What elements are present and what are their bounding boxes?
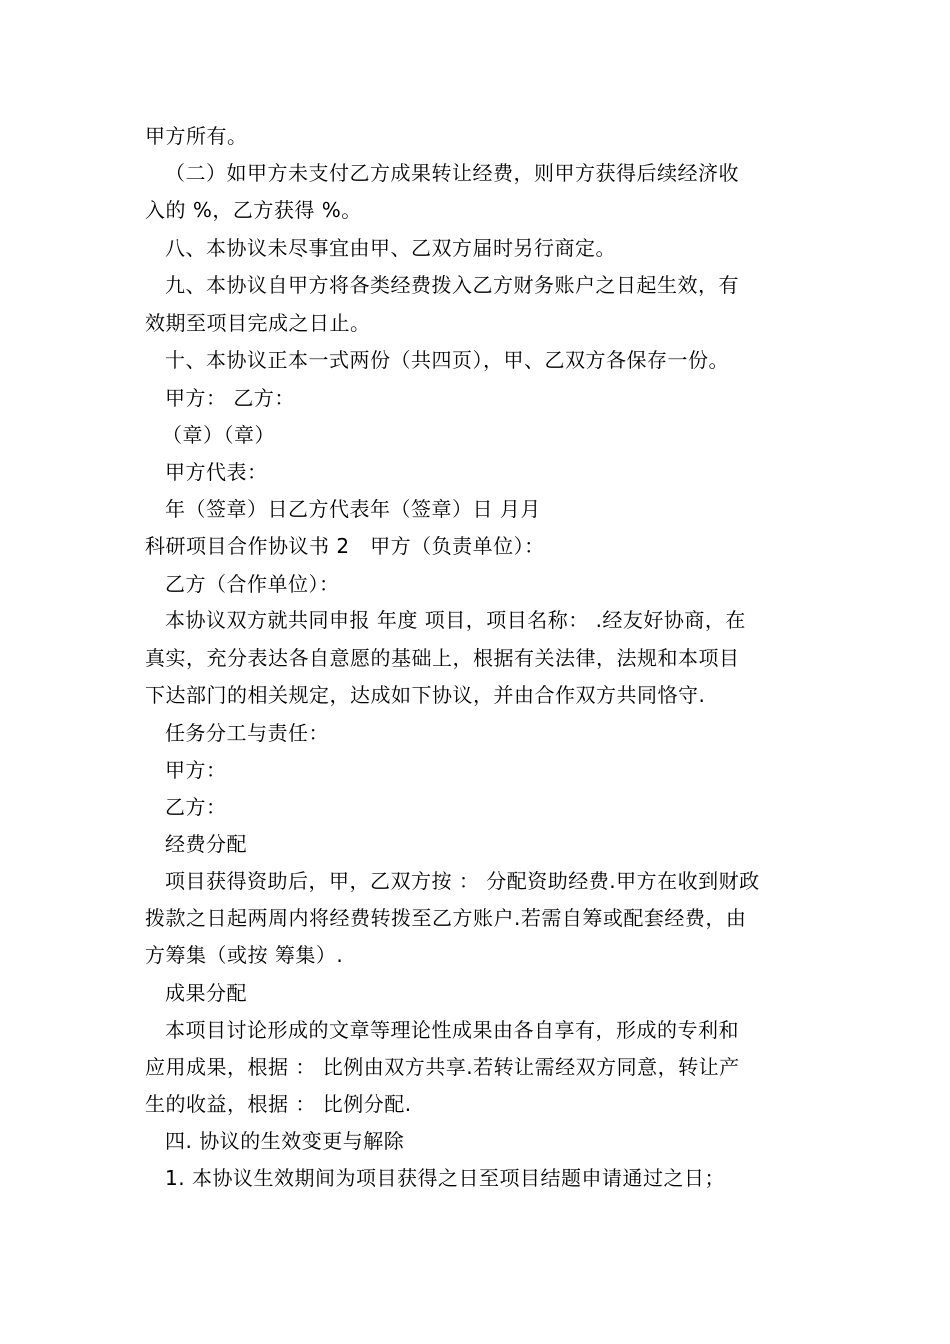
text-line: 乙方：	[165, 795, 227, 819]
text-line: （章）（章）	[162, 423, 275, 447]
text-line: 真实，充分表达各自意愿的基础上，根据有关法律，法规和本项目	[145, 646, 740, 670]
text-line: 乙方（合作单位）：	[165, 572, 340, 596]
text-line: 入的 %，乙方获得 %。	[145, 198, 362, 222]
text-line: 效期至项目完成之日止。	[145, 311, 371, 335]
text-line: 本项目讨论形成的文章等理论性成果由各自享有，形成的专利和	[165, 1018, 739, 1042]
text-line: 项目获得资助后，甲，乙双方按 ： 分配资助经费.甲方在收到财政	[165, 869, 760, 893]
text-line: 生的收益，根据 ： 比例分配.	[145, 1092, 412, 1116]
text-line: 方筹集（或按 筹集）.	[145, 943, 344, 967]
text-line: 科研项目合作协议书 2 甲方（负责单位）：	[145, 534, 545, 558]
text-line: 应用成果，根据 ： 比例由双方共享.若转让需经双方同意，转让产	[145, 1055, 740, 1079]
text-line: 任务分工与责任：	[165, 721, 329, 745]
text-line: 十、本协议正本一式两份（共四页），甲、乙双方各保存一份。	[165, 348, 729, 372]
text-line: 九、本协议自甲方将各类经费拨入乙方财务账户之日起生效，有	[165, 273, 739, 297]
text-line: 本协议双方就共同申报 年度 项目，项目名称： .经友好协商，在	[165, 608, 746, 632]
text-line: 甲方所有。	[145, 124, 248, 148]
text-line: 拨款之日起两周内将经费转拨至乙方账户.若需自筹或配套经费，由	[145, 906, 747, 930]
text-line: 甲方：	[165, 758, 227, 782]
text-line: 甲方： 乙方：	[165, 386, 295, 410]
text-line: 年（签章）日乙方代表年（签章）日 月月	[165, 497, 541, 521]
text-line: （二）如甲方未支付乙方成果转让经费，则甲方获得后续经济收	[165, 161, 739, 185]
text-line: 八、本协议未尽事宜由甲、乙双方届时另行商定。	[165, 236, 616, 260]
text-line: 四. 协议的生效变更与解除	[165, 1129, 405, 1153]
text-line: 甲方代表：	[165, 460, 268, 484]
text-line: 下达部门的相关规定，达成如下协议，并由合作双方共同恪守.	[145, 683, 706, 707]
text-line: 成果分配	[165, 981, 247, 1005]
text-line: 经费分配	[165, 832, 247, 856]
text-line: 1. 本协议生效期间为项目获得之日至项目结题申请通过之日；	[165, 1166, 725, 1190]
